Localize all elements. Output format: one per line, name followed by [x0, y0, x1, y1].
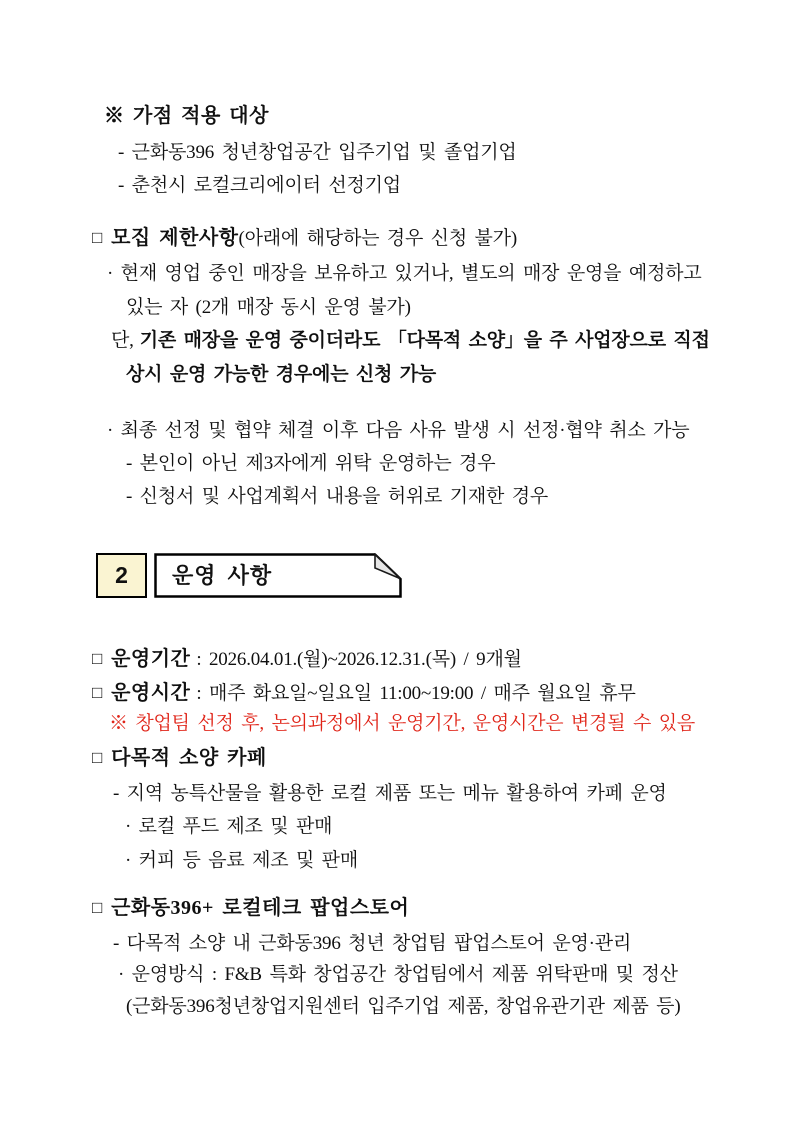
section-number-box: 2 — [96, 553, 147, 598]
operation-hours-row — [92, 681, 636, 706]
restriction-item: · 최종 선정 및 협약 체결 이후 다음 사유 발생 시 선정·협약 취소 가능 — [107, 420, 690, 441]
cafe-item: · 커피 등 음료 제조 및 판매 — [125, 850, 358, 871]
cafe-section-header — [92, 746, 267, 771]
bonus-item: - 춘천시 로컬크리에이터 선정기업 — [118, 175, 401, 196]
bonus-item: - 근화동396 청년창업공간 입주기업 및 졸업기업 — [118, 142, 517, 163]
popup-section-header — [92, 896, 409, 921]
restriction-title: 모집 제한사항 — [111, 227, 239, 249]
square-bullet-icon: □ — [92, 748, 103, 767]
restriction-exception-cont: 상시 운영 가능한 경우에는 신청 가능 — [126, 364, 437, 385]
restriction-section-header — [92, 226, 517, 251]
popup-method: · 운영방식 : F&B 특화 창업공간 창업팀에서 제품 위탁판매 및 정산 — [118, 964, 678, 985]
square-bullet-icon: □ — [92, 898, 103, 917]
square-bullet-icon: □ — [92, 228, 103, 247]
exception-text: 기존 매장을 운영 중이더라도 「다목적 소양」을 주 사업장으로 직접 — [139, 330, 710, 351]
cafe-item: · 로컬 푸드 제조 및 판매 — [125, 816, 333, 837]
exception-prefix: 단, — [111, 330, 134, 351]
operation-hours-value: : 매주 화요일~일요일 11:00~19:00 / 매주 월요일 휴무 — [196, 683, 636, 704]
section-title: 운영 사항 — [172, 563, 273, 588]
restriction-subitem: - 신청서 및 사업계획서 내용을 허위로 기재한 경우 — [126, 486, 549, 507]
operation-change-note: ※ 창업팀 선정 후, 논의과정에서 운영기간, 운영시간은 변경될 수 있음 — [109, 713, 696, 734]
operation-period-value: : 2026.04.01.(월)~2026.12.31.(목) / 9개월 — [196, 649, 522, 670]
operation-period-row — [92, 647, 522, 672]
restriction-item-cont: 있는 자 (2개 매장 동시 운영 불가) — [126, 297, 411, 318]
cafe-title: 다목적 소양 카페 — [111, 747, 267, 769]
restriction-item: · 현재 영업 중인 매장을 보유하고 있거나, 별도의 매장 운영을 예정하고 — [107, 263, 702, 284]
restriction-title-suffix: (아래에 해당하는 경우 신청 불가) — [238, 228, 517, 249]
section-banner — [96, 553, 402, 598]
popup-method-note: (근화동396청년창업지원센터 입주기업 제품, 창업유관기관 제품 등) — [126, 996, 681, 1017]
restriction-subitem: - 본인이 아닌 제3자에게 위탁 운영하는 경우 — [126, 453, 496, 474]
bonus-section-header: ※ 가점 적용 대상 — [104, 105, 269, 127]
operation-period-label: 운영기간 — [111, 648, 191, 670]
popup-desc: - 다목적 소양 내 근화동396 청년 창업팀 팝업스토어 운영·관리 — [113, 933, 632, 954]
cafe-desc: - 지역 농특산물을 활용한 로컬 제품 또는 메뉴 활용하여 카페 운영 — [113, 783, 667, 804]
square-bullet-icon: □ — [92, 683, 103, 702]
square-bullet-icon: □ — [92, 649, 103, 668]
restriction-exception — [111, 329, 710, 353]
popup-title: 근화동396+ 로컬테크 팝업스토어 — [111, 897, 410, 919]
section-title-box — [154, 553, 402, 598]
operation-hours-label: 운영시간 — [111, 682, 191, 704]
